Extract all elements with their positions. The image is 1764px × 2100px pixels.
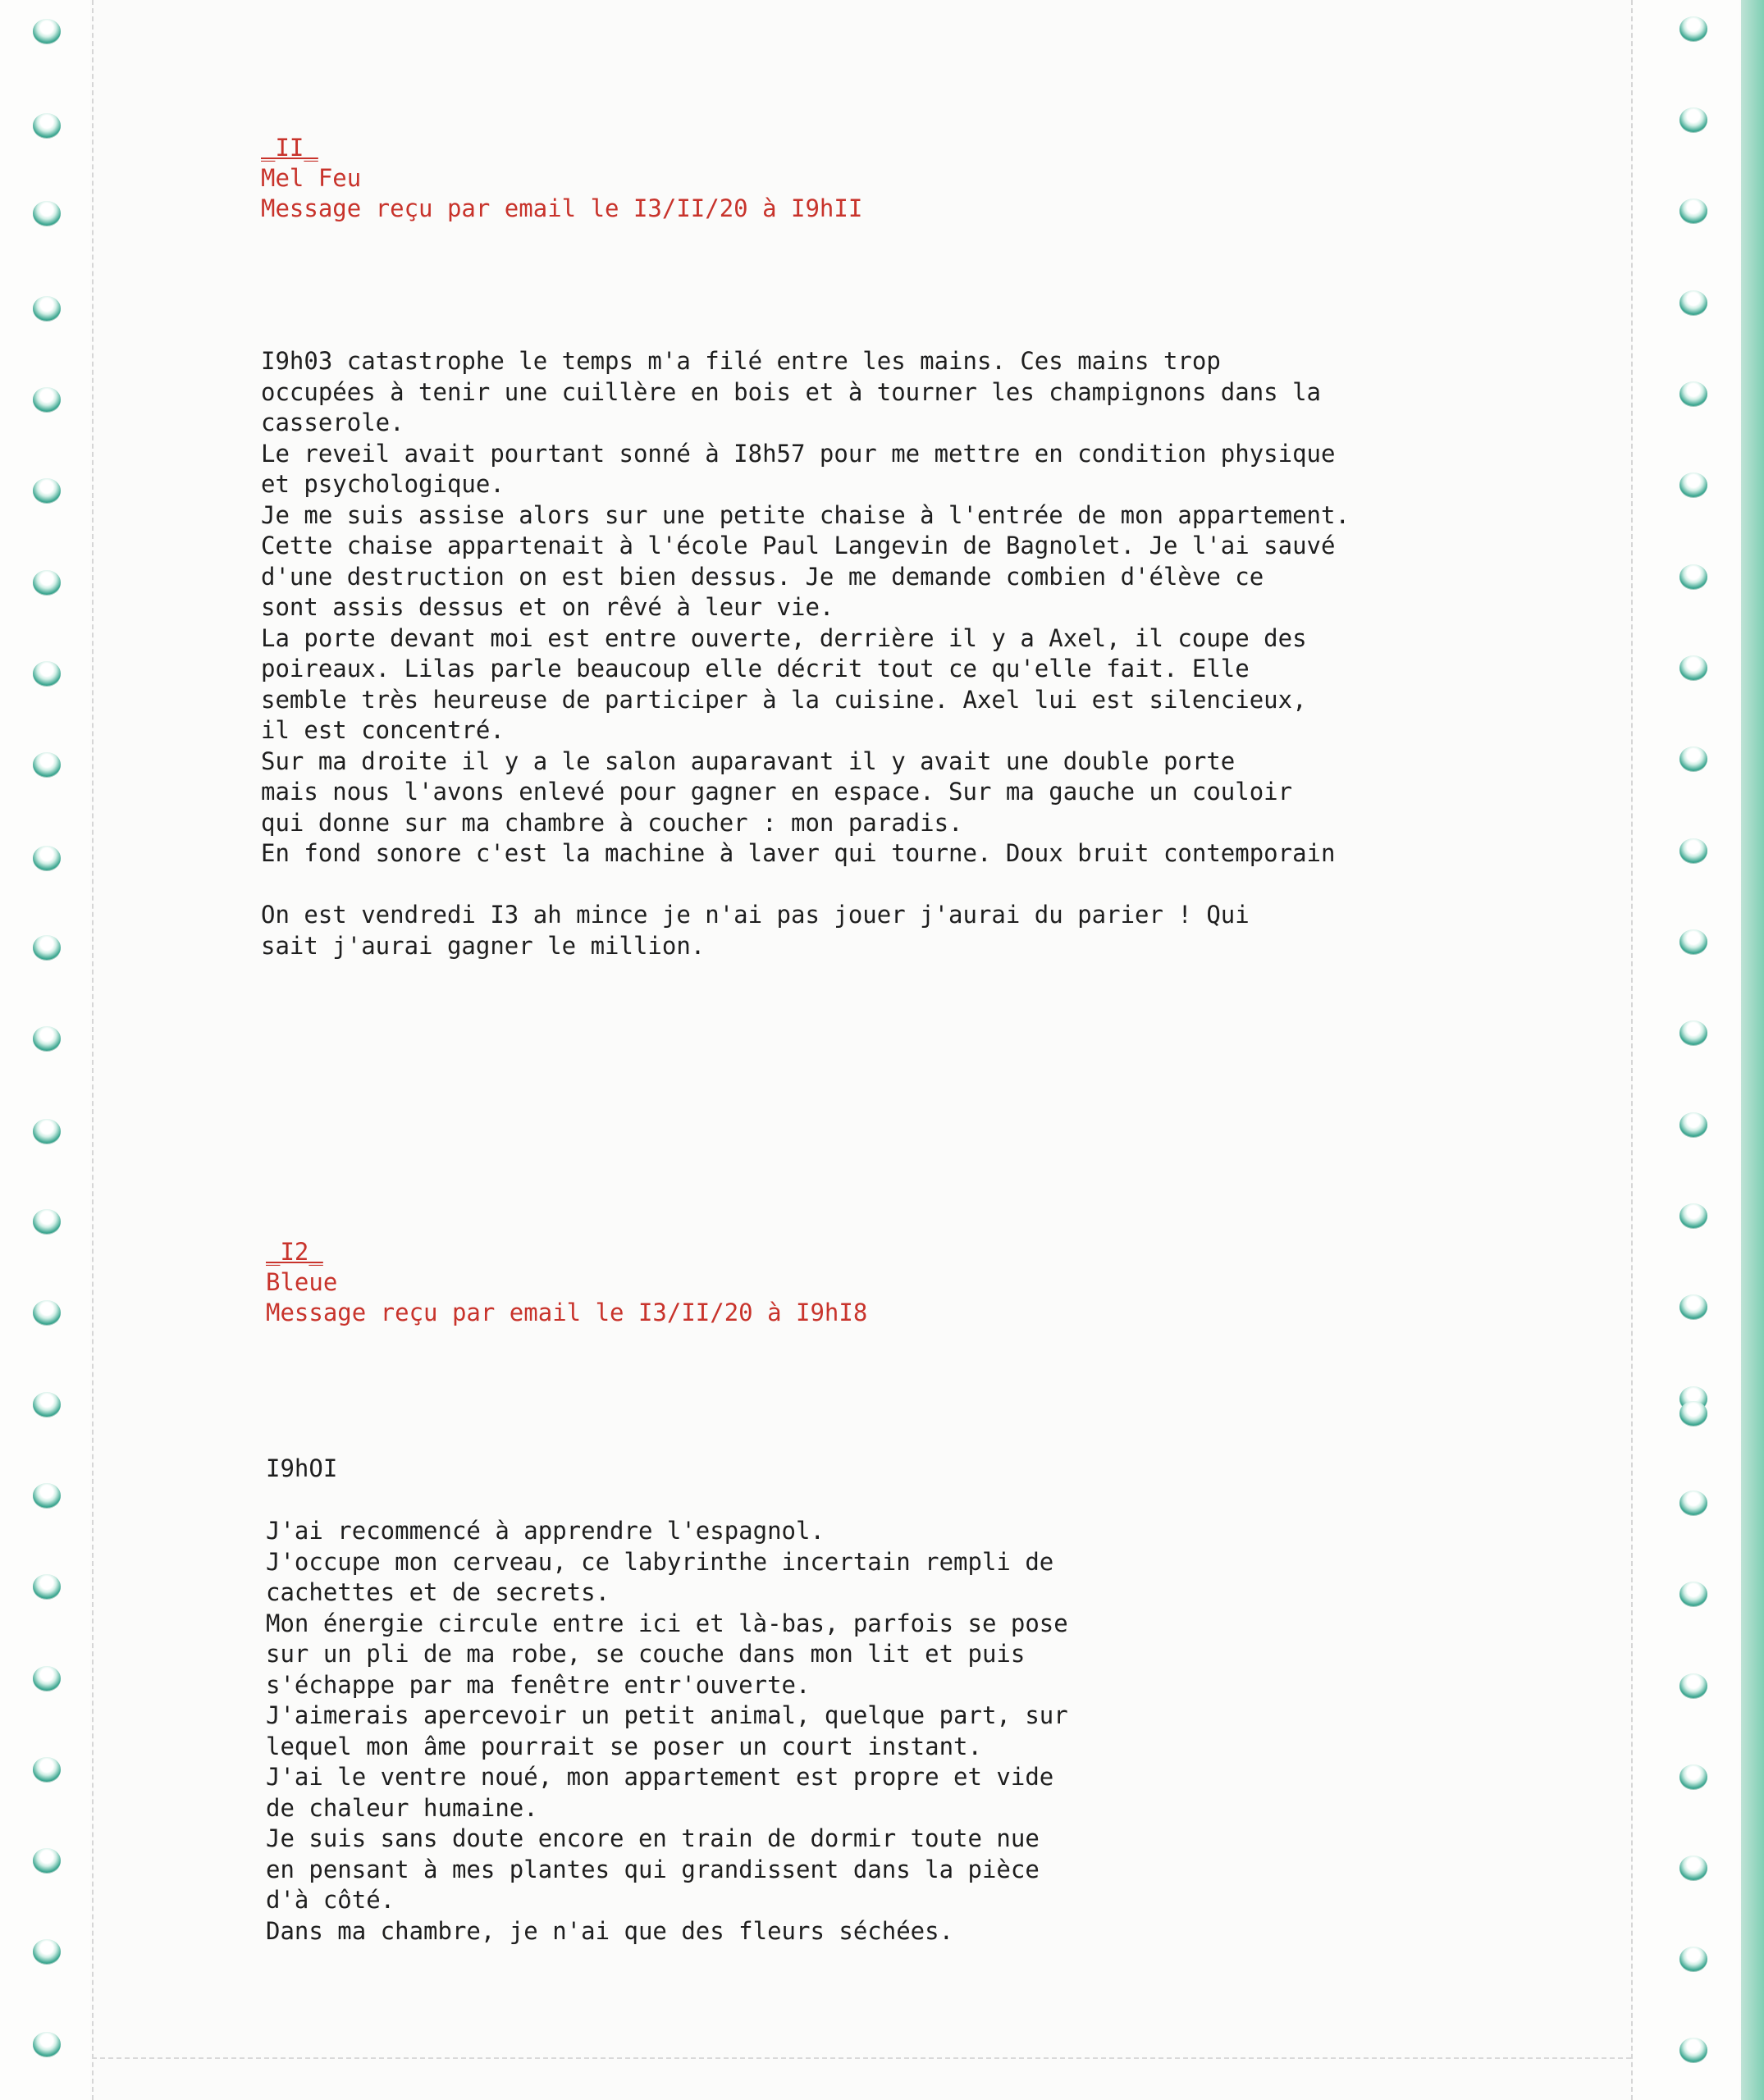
tractor-feed-hole-icon	[1679, 472, 1707, 497]
tractor-feed-hole-icon	[1679, 1294, 1707, 1319]
tractor-feed-hole-icon	[1679, 2038, 1707, 2062]
tractor-feed-hole-icon	[1679, 1582, 1707, 1606]
message-number: _I2_	[266, 1238, 323, 1266]
tractor-feed-hole-icon	[33, 19, 61, 43]
message-author: Bleue	[266, 1268, 338, 1296]
tractor-feed-hole-icon	[33, 1848, 61, 1873]
tractor-feed-hole-icon	[1679, 655, 1707, 680]
tractor-feed-hole-icon	[1679, 929, 1707, 954]
tractor-feed-hole-icon	[33, 1483, 61, 1508]
message-author: Mel Feu	[261, 164, 362, 192]
tractor-feed-hole-icon	[33, 478, 61, 503]
tractor-feed-hole-icon	[33, 846, 61, 870]
message-meta: Message reçu par email le I3/II/20 à I9hI8	[266, 1299, 868, 1326]
tractor-feed-hole-icon	[1679, 290, 1707, 315]
tractor-feed-hole-icon	[1679, 1020, 1707, 1045]
message-body-1: I9h03 catastrophe le temps m'a filé entre les mains. Ces mains trop occupées à tenir une cuillère en bois et à tourner les champignons dans la casserole. Le reveil avait pourtant sonné à I8h57 pour me mettre en condition physique et psychologique. Je me suis assise alors sur une petite chaise à l'entrée de mon appartement. Cette chaise appartenait à l'école Paul Langevin de Bagnolet. Je l'ai sauvé d'une destruction on est bien dessus. Je me demande combien d'élève ce sont assis dessus et on rêvé à leur vie. La porte devant moi est entre ouverte, derrière il y a Axel, il coupe des poireaux. Lilas parle beaucoup elle décrit tout ce qu'elle fait. Elle semble très heureuse de participer à la cuisine. Axel lui est silencieux, il est concentré. Sur ma droite il y a le salon auparavant il y avait une double porte mais nous l'avons enlevé pour gagner en espace. Sur ma gauche un couloir qui donne sur ma chambre à coucher : mon paradis. En fond sonore c'est la machine à laver qui tourne. Doux bruit contemporain On est vendredi I3 ah mince je n'ai pas jouer j'aurai du parier ! Qui sait j'aurai gagner le million.	[261, 347, 1350, 960]
tractor-feed-hole-icon	[1679, 1673, 1707, 1698]
tractor-feed-hole-icon	[1679, 1947, 1707, 1971]
tractor-feed-hole-icon	[33, 1574, 61, 1599]
paper-edge	[1741, 0, 1764, 2100]
tractor-feed-hole-icon	[33, 1300, 61, 1325]
tractor-feed-hole-icon	[1679, 1401, 1707, 1426]
tractor-feed-hole-icon	[1679, 746, 1707, 771]
tractor-feed-hole-icon	[33, 2032, 61, 2057]
message-header-1	[261, 133, 1442, 224]
tractor-feed-hole-icon	[33, 1209, 61, 1234]
tractor-feed-hole-icon	[1679, 381, 1707, 406]
tractor-feed-hole-icon	[1679, 199, 1707, 223]
tractor-feed-hole-icon	[1679, 107, 1707, 132]
tractor-feed-hole-icon	[33, 935, 61, 960]
tractor-feed-hole-icon	[1679, 1764, 1707, 1789]
tractor-feed-hole-icon	[1679, 1112, 1707, 1137]
tractor-feed-hole-icon	[1679, 564, 1707, 589]
tractor-feed-hole-icon	[33, 1757, 61, 1782]
left-perforation-line	[92, 0, 94, 2100]
tractor-feed-hole-icon	[33, 661, 61, 686]
message-meta: Message reçu par email le I3/II/20 à I9hII	[261, 194, 863, 222]
right-perforation-line	[1631, 0, 1633, 2100]
tractor-feed-hole-icon	[33, 1119, 61, 1144]
message-number: _II_	[261, 134, 318, 162]
tractor-feed-hole-icon	[1679, 1856, 1707, 1880]
tractor-feed-hole-icon	[1679, 1203, 1707, 1228]
tractor-feed-hole-icon	[1679, 1491, 1707, 1515]
tractor-feed-hole-icon	[1679, 16, 1707, 41]
message-body-2: J'ai recommencé à apprendre l'espagnol. J'occupe mon cerveau, ce labyrinthe incertain rempli de cachettes et de secrets. Mon énergie circule entre ici et là-bas, parfois se pose sur un pli de ma robe, se couche dans mon lit et puis s'échappe par ma fenêtre entr'ouverte. J'aimerais apercevoir un petit animal, quelque part, sur lequel mon âme pourrait se poser un court instant. J'ai le ventre noué, mon appartement est propre et vide de chaleur humaine. Je suis sans doute encore en train de dormir toute nue en pensant à mes plantes qui grandissent dans la pièce d'à côté. Dans ma chambre, je n'ai que des fleurs séchées.	[266, 1517, 1068, 1945]
tractor-feed-hole-icon	[1679, 838, 1707, 863]
tractor-feed-hole-icon	[33, 1939, 61, 1964]
tractor-feed-hole-icon	[33, 1666, 61, 1691]
tractor-feed-hole-icon	[33, 1392, 61, 1417]
tractor-feed-hole-icon	[33, 296, 61, 321]
tractor-feed-hole-icon	[33, 201, 61, 226]
tractor-feed-hole-icon	[33, 113, 61, 138]
message-header-2	[266, 1237, 1447, 1328]
message-time: I9hOI	[266, 1454, 338, 1482]
tractor-feed-hole-icon	[33, 570, 61, 595]
bottom-perforation-line	[92, 2057, 1631, 2059]
tractor-feed-hole-icon	[33, 387, 61, 412]
tractor-feed-hole-icon	[33, 1026, 61, 1051]
tractor-feed-hole-icon	[33, 752, 61, 777]
